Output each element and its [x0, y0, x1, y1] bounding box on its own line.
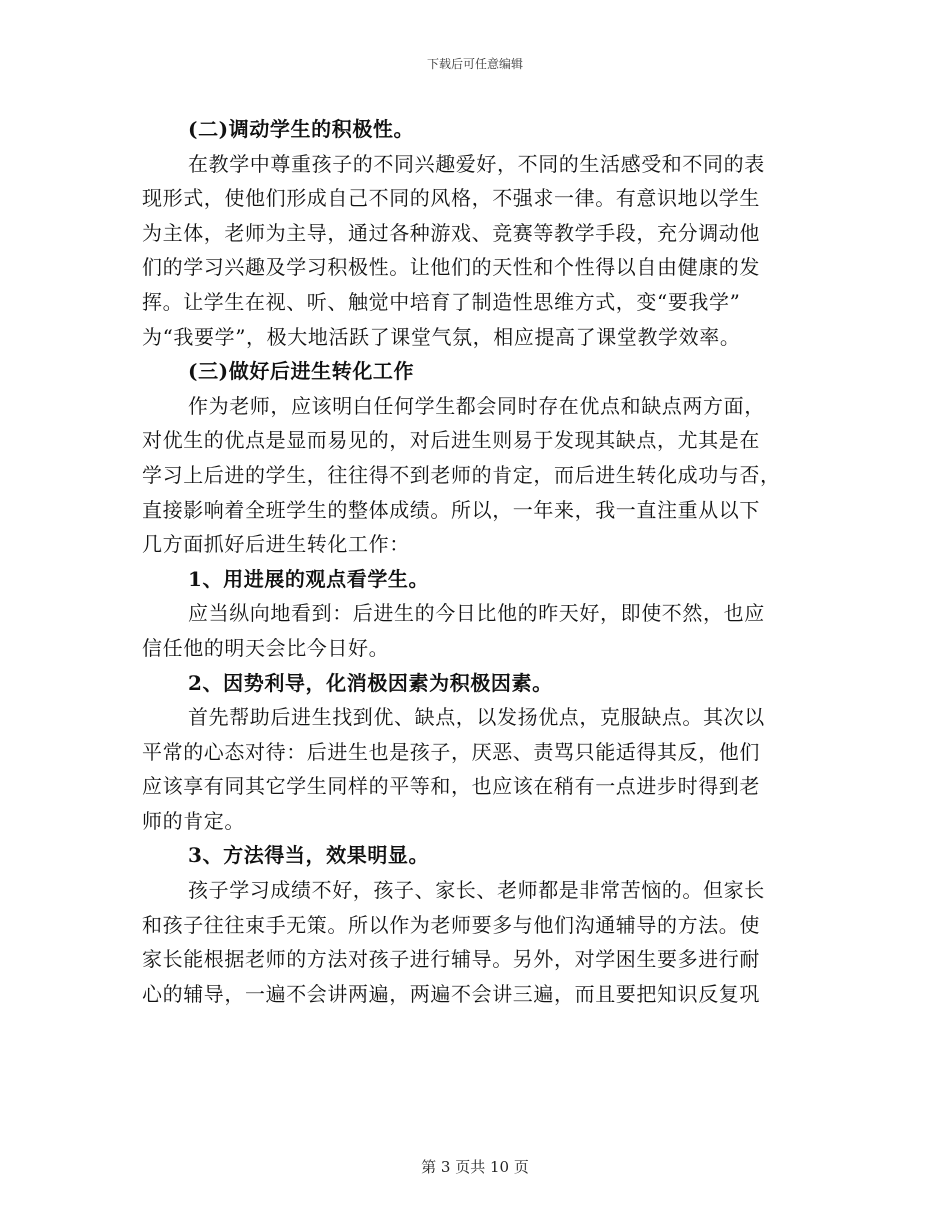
paragraph-line: 学习上后进的学生，往往得不到老师的肯定，而后进生转化成功与否， — [142, 462, 781, 487]
paragraph-line: 现形式，使他们形成自己不同的风格，不强求一律。有意识地以学生 — [142, 186, 760, 211]
paragraph-line: 家长能根据老师的方法对孩子进行辅导。另外，对学困生要多进行耐 — [142, 947, 760, 972]
section-heading: 1、用进展的观点看学生。 — [188, 566, 430, 591]
page-header: 下载后可任意编辑 — [426, 57, 523, 71]
section-heading: (二)调动学生的积极性。 — [188, 117, 415, 141]
paragraph-line: 平常的心态对待：后进生也是孩子，厌恶、责骂只能适得其反，他们 — [142, 739, 760, 764]
paragraph-line: 几方面抓好后进生转化工作： — [142, 532, 410, 557]
paragraph-line: 首先帮助后进生找到优、缺点，以发扬优点，克服缺点。其次以 — [188, 705, 765, 730]
section-heading: (三)做好后进生转化工作 — [188, 359, 415, 384]
paragraph-line: 作为老师，应该明白任何学生都会同时存在优点和缺点两方面， — [188, 393, 765, 418]
paragraph-line: 孩子学习成绩不好，孩子、家长、老师都是非常苦恼的。但家长 — [188, 878, 765, 903]
section-heading: 2、因势利导，化消极因素为积极因素。 — [188, 670, 553, 695]
paragraph-line: 为“我要学”，极大地活跃了课堂气氛，相应提高了课堂教学效率。 — [142, 324, 741, 349]
paragraph-line: 心的辅导，一遍不会讲两遍，两遍不会讲三遍，而且要把知识反复巩 — [142, 981, 760, 1006]
page-footer: 第 3 页共 10 页 — [421, 1158, 529, 1176]
paragraph-line: 为主体，老师为主导，通过各种游戏、竞赛等教学手段，充分调动他 — [142, 220, 760, 245]
paragraph-line: 对优生的优点是显而易见的，对后进生则易于发现其缺点，尤其是在 — [142, 428, 760, 453]
paragraph-line: 们的学习兴趣及学习积极性。让他们的天性和个性得以自由健康的发 — [142, 255, 760, 280]
paragraph-line: 挥。让学生在视、听、触觉中培育了制造性思维方式，变“要我学” — [142, 289, 741, 314]
section-heading: 3、方法得当，效果明显。 — [188, 843, 430, 868]
paragraph-line: 应该享有同其它学生同样的平等和，也应该在稍有一点进步时得到老 — [142, 774, 760, 799]
paragraph-line: 在教学中尊重孩子的不同兴趣爱好，不同的生活感受和不同的表 — [188, 151, 765, 176]
document-body — [142, 112, 804, 1011]
paragraph-line: 和孩子往往束手无策。所以作为老师要多与他们沟通辅导的方法。使 — [142, 912, 760, 937]
paragraph-line: 应当纵向地看到：后进生的今日比他的昨天好，即使不然，也应 — [188, 601, 765, 626]
paragraph-line: 直接影响着全班学生的整体成绩。所以，一年来，我一直注重从以下 — [142, 497, 760, 522]
paragraph-line: 信任他的明天会比今日好。 — [142, 635, 390, 660]
paragraph-line: 师的肯定。 — [142, 808, 245, 833]
